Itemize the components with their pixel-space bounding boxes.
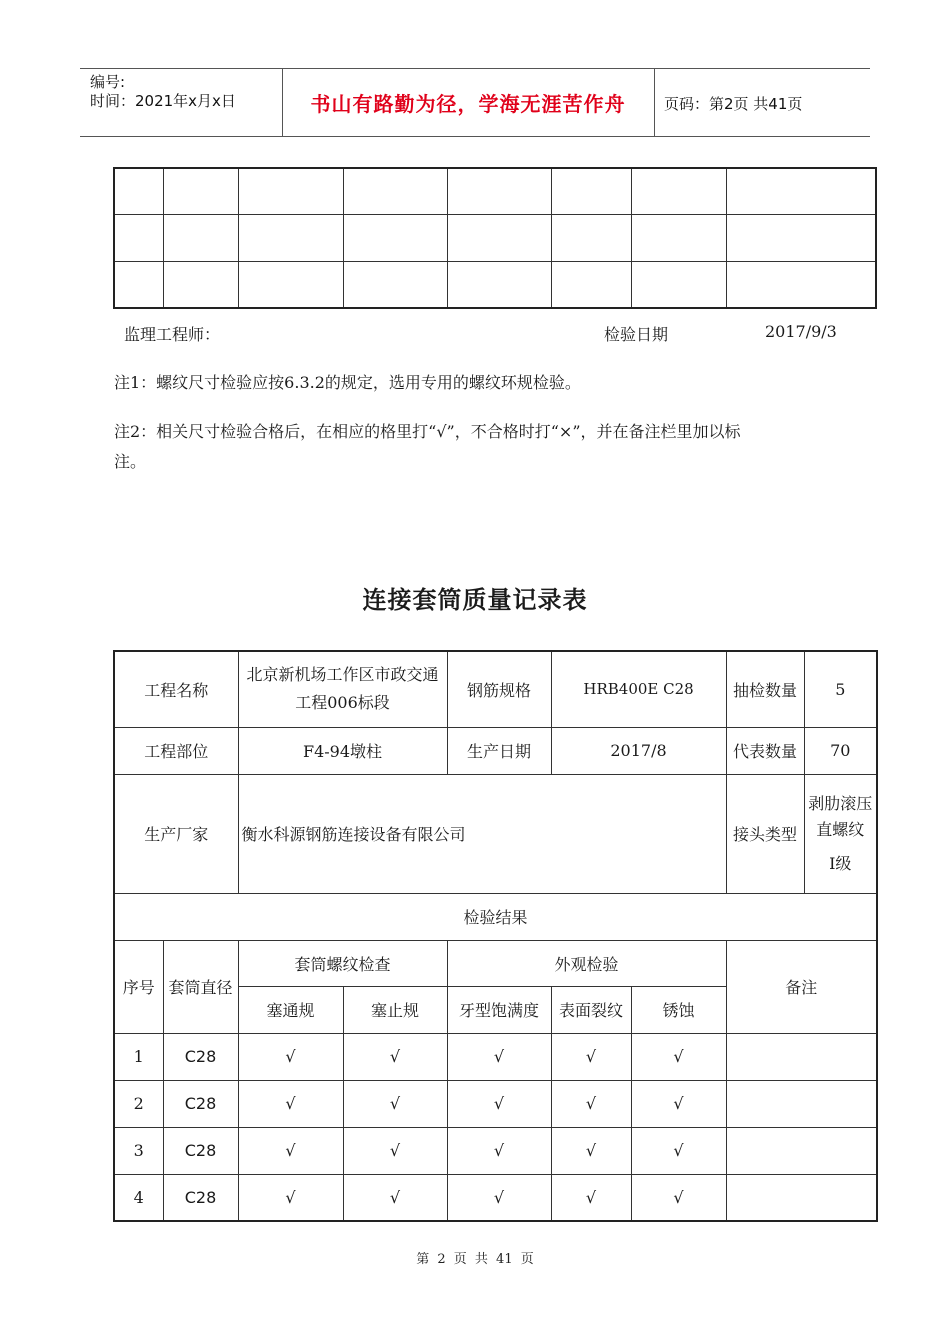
- row-diameter: C28: [163, 1033, 238, 1080]
- header-divider-right: [654, 68, 655, 136]
- joint-type-label: 接头类型: [726, 774, 804, 893]
- col-diameter: 套筒直径: [163, 940, 238, 1033]
- joint-type-line-2: 直螺纹: [816, 819, 865, 839]
- col-go-gauge: 塞通规: [238, 986, 343, 1033]
- inspection-date-label: 检验日期: [604, 325, 669, 344]
- header-time-label: 时间：2021年x月x日: [90, 92, 236, 110]
- table-row: [114, 261, 876, 308]
- row-crack: √: [551, 1174, 631, 1221]
- table-row: [114, 214, 876, 261]
- prod-date-label: 生产日期: [447, 727, 551, 774]
- inspection-date: 2017/9/3: [765, 322, 837, 341]
- results-label: 检验结果: [114, 893, 877, 940]
- project-name: 北京新机场工作区市政交通工程006标段: [238, 651, 447, 727]
- header-bottom-rule: [80, 136, 870, 137]
- header-motto: 书山有路勤为径，学海无涯苦作舟: [310, 92, 626, 116]
- project-part-label: 工程部位: [114, 727, 238, 774]
- manufacturer-label: 生产厂家: [114, 774, 238, 893]
- row-nogo: √: [343, 1033, 447, 1080]
- row-crack: √: [551, 1033, 631, 1080]
- row-fullness: √: [447, 1080, 551, 1127]
- row-nogo: √: [343, 1127, 447, 1174]
- row-no: 2: [114, 1080, 163, 1127]
- row-fullness: √: [447, 1174, 551, 1221]
- joint-type-line-1: 剥肋滚压: [808, 793, 873, 813]
- previous-record-table: [113, 167, 877, 309]
- row-go: √: [238, 1080, 343, 1127]
- col-nogo-gauge: 塞止规: [343, 986, 447, 1033]
- project-info-row: [114, 651, 877, 727]
- row-no: 4: [114, 1174, 163, 1221]
- col-remarks: 备注: [726, 940, 877, 1033]
- column-header-row: [114, 940, 877, 986]
- row-no: 1: [114, 1033, 163, 1080]
- sleeve-quality-table: [113, 650, 878, 1222]
- col-thread-fullness: 牙型饱满度: [447, 986, 551, 1033]
- manufacturer: 衡水科源钢筋连接设备有限公司: [238, 774, 726, 893]
- row-crack: √: [551, 1080, 631, 1127]
- col-surface-crack: 表面裂纹: [551, 986, 631, 1033]
- sample-qty-label: 抽检数量: [726, 651, 804, 727]
- col-no: 序号: [114, 940, 163, 1033]
- results-title-row: [114, 893, 877, 940]
- row-remark: [726, 1174, 877, 1221]
- row-go: √: [238, 1033, 343, 1080]
- row-nogo: √: [343, 1080, 447, 1127]
- rep-qty-label: 代表数量: [726, 727, 804, 774]
- row-crack: √: [551, 1127, 631, 1174]
- row-rust: √: [631, 1174, 726, 1221]
- table-row: [114, 168, 876, 214]
- table-row: [114, 1033, 877, 1080]
- row-go: √: [238, 1127, 343, 1174]
- header-top-rule: [80, 68, 870, 69]
- row-rust: √: [631, 1080, 726, 1127]
- col-appearance: 外观检验: [447, 940, 726, 986]
- row-no: 3: [114, 1127, 163, 1174]
- rep-qty: 70: [804, 727, 877, 774]
- header-number-label: 编号:: [90, 73, 126, 91]
- row-go: √: [238, 1174, 343, 1221]
- row-rust: √: [631, 1127, 726, 1174]
- joint-type: [804, 774, 877, 893]
- row-diameter: C28: [163, 1174, 238, 1221]
- page-footer: 第 2 页 共 41 页: [416, 1252, 534, 1267]
- sample-qty: 5: [804, 651, 877, 727]
- row-diameter: C28: [163, 1080, 238, 1127]
- project-part-row: [114, 727, 877, 774]
- manufacturer-row: [114, 774, 877, 893]
- prod-date: 2017/8: [551, 727, 726, 774]
- form-title: 连接套筒质量记录表: [362, 585, 588, 614]
- row-nogo: √: [343, 1174, 447, 1221]
- note-1: 注1：螺纹尺寸检验应按6.3.2的规定，选用专用的螺纹环规检验。: [114, 373, 581, 392]
- col-rust: 锈蚀: [631, 986, 726, 1033]
- header-page-info: 页码：第2页 共41页: [664, 95, 803, 113]
- row-rust: √: [631, 1033, 726, 1080]
- row-fullness: √: [447, 1127, 551, 1174]
- supervisor-label: 监理工程师：: [124, 325, 221, 344]
- rebar-spec: HRB400E C28: [551, 651, 726, 727]
- project-part: F4-94墩柱: [238, 727, 447, 774]
- project-name-label: 工程名称: [114, 651, 238, 727]
- note-2-line-2: 注。: [114, 452, 147, 471]
- row-remark: [726, 1080, 877, 1127]
- row-remark: [726, 1127, 877, 1174]
- rebar-spec-label: 钢筋规格: [447, 651, 551, 727]
- col-thread-check: 套筒螺纹检查: [238, 940, 447, 986]
- row-diameter: C28: [163, 1127, 238, 1174]
- note-2-line-1: 注2：相关尺寸检验合格后，在相应的格里打“√”，不合格时打“×”，并在备注栏里加以标: [114, 422, 741, 441]
- row-fullness: √: [447, 1033, 551, 1080]
- joint-type-line-3: I级: [829, 853, 852, 873]
- table-row: [114, 1174, 877, 1221]
- row-remark: [726, 1033, 877, 1080]
- table-row: [114, 1127, 877, 1174]
- table-row: [114, 1080, 877, 1127]
